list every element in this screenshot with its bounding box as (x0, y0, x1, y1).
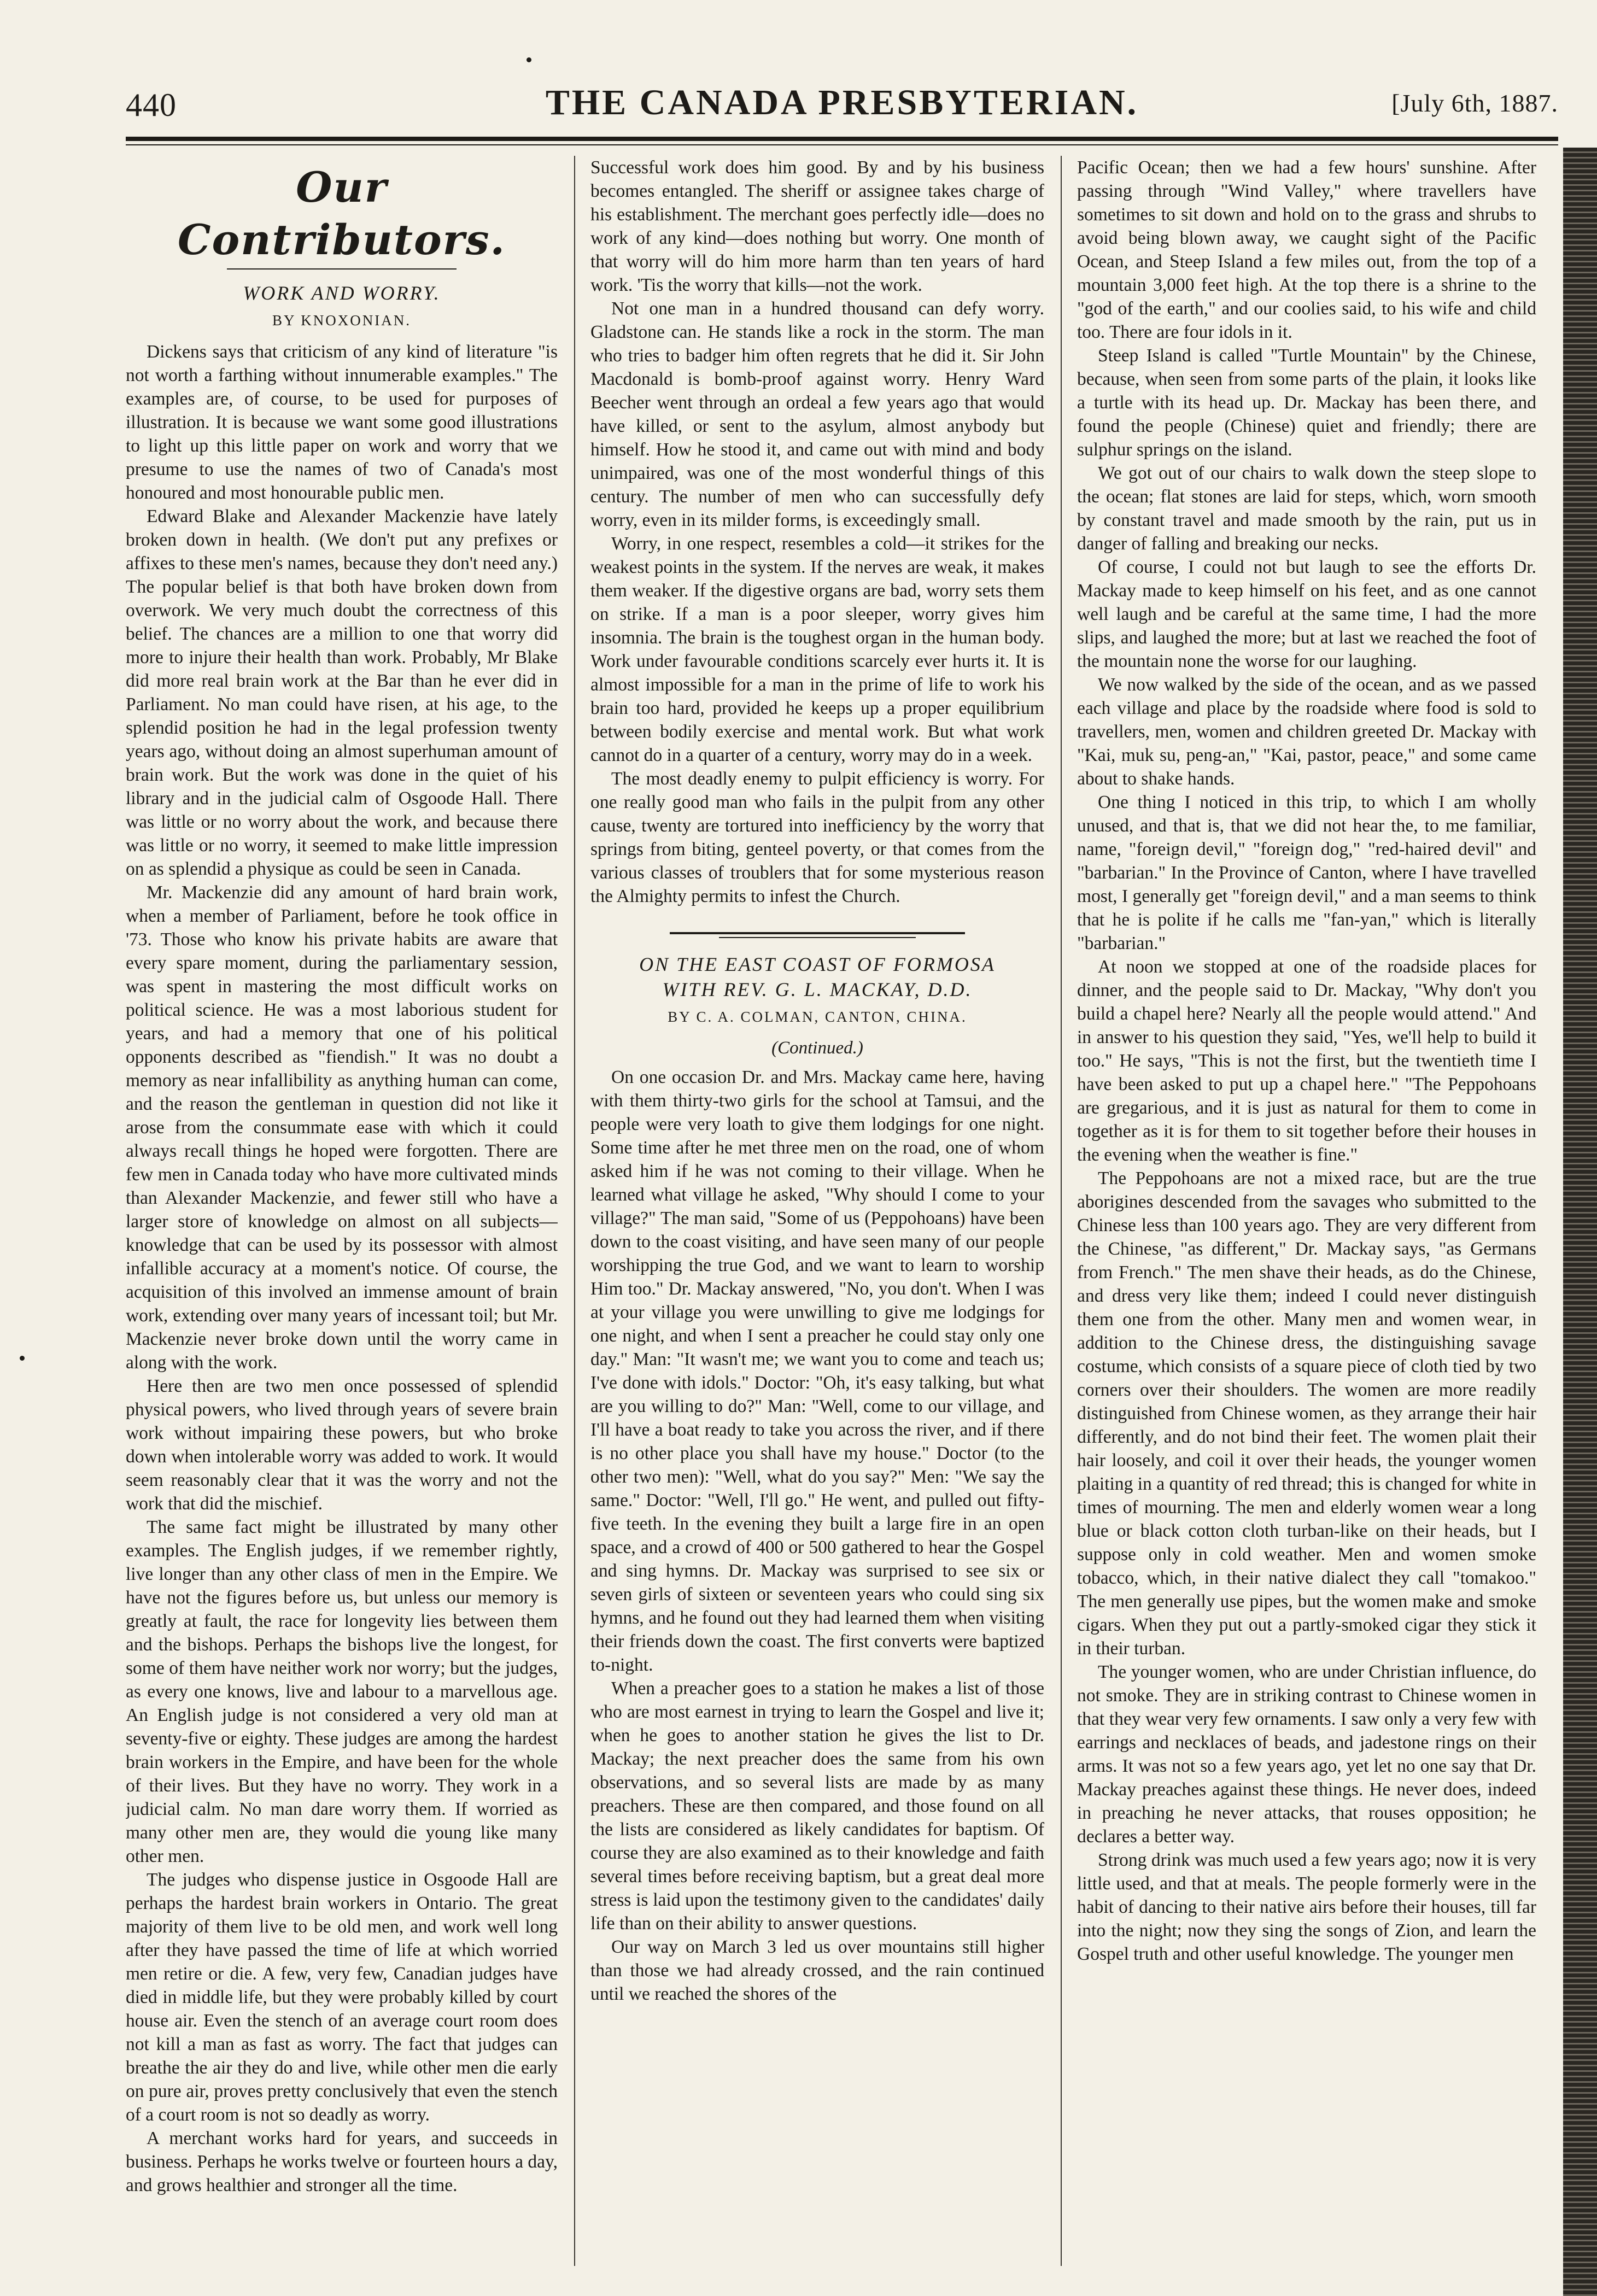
paragraph: Here then are two men once possessed of splendid physical powers, who lived through years of severe brain work without impairing these powers, but who broke down when intolerable worry was added to work. It would seem reasonably clear that it was the worry and not the work that did the mischief. (126, 1376, 558, 1514)
article-byline: BY KNOXONIAN. (272, 312, 411, 329)
column-3 (1077, 156, 1536, 2266)
paragraph: We now walked by the side of the ocean, and as we passed each village and place by the roadside where food is sold to travellers, men, women and children greeted Dr. Mackay with "Kai, muk su, peng-an," "Kai, pastor, peace," and some came about to shake hands. (1077, 675, 1536, 789)
paragraph: Steep Island is called "Turtle Mountain" by the Chinese, because, when seen from some parts of the plain, it looks like a turtle with its head up. Dr. Mackay has been there, and found the people (Chinese) quiet and friendly; there are sulphur springs on the island. (1077, 345, 1536, 460)
paragraph: A merchant works hard for years, and succeeds in business. Perhaps he works twelve or fourteen hours a day, and grows healthier and stronger all the time. (126, 2128, 558, 2195)
issue-date: [July 6th, 1887. (1391, 89, 1558, 117)
page-number: 440 (126, 87, 177, 123)
header-rule-thick (126, 137, 1558, 141)
print-dot (20, 1356, 25, 1361)
paragraph: The same fact might be illustrated by many other examples. The English judges, if we remember rightly, live longer than any other class of men in the Empire. We have not the figures before us, but unless our memory is greatly at fault, the race for longevity lies between them and the bishops. Perhaps the bishops live the longest, for some of them have neither work nor worry; but the judges, as every one knows, live and labour to a marvellous age. An English judge is not considered a very old man at seventy-five or eighty. These judges are among the hardest brain workers in the Empire, and have been for the whole of their lives. But they have no worry. They work in a judicial calm. No man dare worry them. If worried as many other men are, they would die young like many other men. (126, 1517, 558, 1866)
paragraph: Pacific Ocean; then we had a few hours' sunshine. After passing through "Wind Valley," where travellers have sometimes to sit down and hold on to the grass and shrubs to avoid being blown away, we caught sight of the Pacific Ocean, and Steep Island a few miles out, from the top of a mountain 3,000 feet high. At the top there is a shrine to the "god of the earth," and our coolies said, to his wife and child too. There are four idols in it. (1077, 157, 1536, 342)
paragraph: The younger women, who are under Christian influence, do not smoke. They are in striking contrast to Chinese women in that they wear very few ornaments. I saw only a very few with earrings and necklaces of beads, and jadestone rings on their arms. It was not so a few years ago, yet let no one say that Dr. Mackay preaches against these things. He never does, indeed in preaching he never attacks, that rouses opposition; he declares a better way. (1077, 1662, 1536, 1847)
scan-edge-strip (1563, 148, 1597, 2296)
paragraph: Not one man in a hundred thousand can defy worry. Gladstone can. He stands like a rock in the storm. The man who tries to badger him often regrets that he did it. Sir John Macdonald is bomb-proof against worry. Henry Ward Beecher went through an ordeal a few years ago that would have killed, or sent to the asylum, almost anybody but himself. How he stood it, and came out with mind and body unimpaired, was one of the most wonderful things of this century. The number of men who can successfully defy worry, even in its milder forms, is exceedingly small. (590, 298, 1044, 530)
paragraph: The most deadly enemy to pulpit efficiency is worry. For one really good man who fails in the pulpit from any other cause, twenty are tortured into inefficiency by the worry that springs from biting, genteel poverty, or that comes from the various classes of troublers that for some mysterious reason the Almighty permits to infest the Church. (590, 769, 1044, 906)
paragraph: Worry, in one respect, resembles a cold—it strikes for the weakest points in the system. If the nerves are weak, it makes them weaker. If the digestive organs are bad, worry sets them on strike. If a man is a poor sleeper, worry gives him insomnia. The brain is the toughest organ in the human body. Work under favourable conditions scarcely ever hurts it. It is almost impossible for a man in the prime of life to work his brain too hard, provided he keeps up a proper equilibrium between bodily exercise and mental work. But what work cannot do in a quarter of a century, worry may do in a week. (590, 534, 1044, 765)
header-rule-thin (126, 144, 1558, 145)
paragraph: Strong drink was much used a few years ago; now it is very little used, and that at meals. The people formerly were in the habit of dancing to their native airs before their houses, till far into the night; now they sing the songs of Zion, and learn the Gospel truth and other useful knowledge. The younger men (1077, 1850, 1536, 1964)
paragraph: On one occasion Dr. and Mrs. Mackay came here, having with them thirty-two girls for the school at Tamsui, and the people were very loath to give them lodgings for one night. Some time after he met three men on the road, one of whom asked him if he was not coming to their village. When he learned what village he asked, "Why should I come to your village?" The man said, "Some of us (Peppohoans) have been down to the coast visiting, and have seen many of our people worshipping the true God, and we want to learn to worship Him too." Dr. Mackay answered, "No, you don't. When I was at your village you were unwilling to give me lodgings for one night, and when I sent a preacher he could stay only one day." Man: "It wasn't me; we want you to come and teach us; I've done with idols." Doctor: "Oh, it's easy talking, but what are you willing to do?" Man: "Well, come to our village, and I'll have a boat ready to take you across the river, and if there is no other place you shall have my house." Doctor (to the other two men): "Well, what do you say?" Men: "We say the same." Doctor: "Well, I'll go." He went, and pulled out fifty-five teeth. In the evening they built a large fire in an open space, and a crowd of 400 or 500 gathered to hear the Gospel and sing hymns. Dr. Mackay was surprised to see six or seven girls of sixteen or seventeen years who could sing six hymns, and he found out they had learned them when visiting their friends down the coast. The first converts were baptized to-night. (590, 1067, 1044, 1675)
column-divider (574, 156, 575, 2266)
article-title-line-2: WITH REV. G. L. MACKAY, D.D. (662, 979, 973, 1000)
paragraph: We got out of our chairs to walk down the steep slope to the ocean; flat stones are laid for steps, which, worn smooth by constant travel and made smooth by the rain, put us in danger of falling and breaking our necks. (1077, 463, 1536, 554)
paragraph: Our way on March 3 led us over mountains still higher than those we had already crossed, and the rain continued until we reached the shores of the (590, 1937, 1044, 2004)
ornamental-divider (670, 930, 965, 941)
paragraph: One thing I noticed in this trip, to which I am wholly unused, and that is, that we did not hear the, to me familiar, name, "foreign devil," "foreign dog," "red-haired devil" and "barbarian." In the Province of Canton, where I have travelled most, I generally get "foreign devil," and a man seems to think that he is polite if he calls me "fan-yan," which is literally "barbarian." (1077, 792, 1536, 953)
paragraph: Dickens says that criticism of any kind of literature "is not worth a farthing without innumerable examples." The examples are, of course, to be used for purposes of illustration. It is because we want some good illustrations to light up this little paper on work and worry that we presume to use the names of two of Canada's most honoured and most honourable public men. (126, 342, 558, 503)
article-title: WORK AND WORRY. (243, 282, 441, 304)
paragraph: Edward Blake and Alexander Mackenzie have lately broken down in health. (We don't put any prefixes or affixes to these men's names, because they don't need any.) The popular belief is that both have broken down from overwork. We very much doubt the correctness of this belief. The chances are a million to one that worry did more to injure their health than work. Probably, Mr Blake did more real brain work at the Bar than he ever did in Parliament. No man could have risen, at his age, to the splendid position he had in the legal profession twenty years ago, without doing an almost superhuman amount of brain work. But the work was done in the quiet of his library and in the judicial calm of Osgoode Hall. There was little or no worry about the work, and because there was little or no worry, it seemed to make little impression on as splendid a physique as could be seen in Canada. (126, 506, 558, 879)
continued-label: (Continued.) (771, 1038, 863, 1058)
section-heading: Our Contributors. (178, 163, 506, 264)
paragraph: At noon we stopped at one of the roadside places for dinner, and the people said to Dr. Mackay, "Why don't you build a chapel here? Nearly all the people would attend." And in answer to his question they said, "Yes, we'll help to build it too." He says, "This is not the first, but the twentieth time I have been asked to put up a chapel here." "The Peppohoans are gregarious, and it is just as natural for them to come in together as it is for them to sit together before their houses in the evening when the weather is fine." (1077, 957, 1536, 1165)
paragraph: Of course, I could not but laugh to see the efforts Dr. Mackay made to keep himself on his feet, and as one cannot well laugh and be careful at the same time, I had the more slips, and laughed the more; but at last we reached the foot of the mountain none the worse for our laughing. (1077, 557, 1536, 671)
print-dot (527, 57, 531, 62)
paragraph: Successful work does him good. By and by his business becomes entangled. The sheriff or assignee takes charge of his establishment. The merchant goes perfectly idle—does no work of any kind—does nothing but worry. One month of that worry will do him more harm than ten years of hard work. 'Tis the worry that kills—not the work. (590, 157, 1044, 295)
article-title-line-1: ON THE EAST COAST OF FORMOSA (639, 953, 996, 975)
paragraph: Mr. Mackenzie did any amount of hard brain work, when a member of Parliament, before he took office in '73. Those who know his private habits are aware that every spare moment, during the parliamentary session, was spent in mastering the most difficult works on political science. He was a most laborious student for years, and had a memory that one of his political opponents described as "fiendish." It was no doubt a memory as near infallibility as anything human can come, and the reason the gentleman in question did not like it arose from the consummate ease with which it could always recall things he hoped were forgotten. There are few men in Canada today who have more cultivated minds than Alexander Mackenzie, and fewer still who have a larger store of knowledge on almost on all subjects—knowledge that can be used by its possessor with almost infallible accuracy at a moment's notice. Of course, the acquisition of this involved an immense amount of brain work, extending over many years of incessant toil; but Mr. Mackenzie never broke down until the worry came in along with the work. (126, 882, 558, 1373)
journal-title: THE CANADA PRESBYTERIAN. (545, 83, 1139, 122)
paragraph: The Peppohoans are not a mixed race, but are the true aborigines descended from the savages who submitted to the Chinese less than 100 years ago. They are very different from the Chinese, "as different," Dr. Mackay says, "as Germans from French." The men shave their heads, as do the Chinese, and dress very like them; indeed I could never distinguish them one from the other. Many men and women wear, in addition to the Chinese dress, the distinguishing savage costume, which consists of a square piece of cloth tied by two corners over their shoulders. The women are more readily distinguished from Chinese women, as they arrange their hair differently, and do not bind their feet. The women plait their hair loosely, and coil it over their heads, the younger women plaiting in a quantity of red thread; this is changed for white in times of mourning. The men and elderly women wear a long blue or black cotton cloth turban-like on their heads, but I suppose only in cold weather. Men and women smoke tobacco, which, in their native dialect they call "tomakoo." The men generally use pipes, but the women make and smoke cigars. When they put out a partly-smoked cigar they stick it in their turban. (1077, 1168, 1536, 1659)
paragraph: The judges who dispense justice in Osgoode Hall are perhaps the hardest brain workers in Ontario. The great majority of them live to be old men, and work well long after they have passed the time of life at which worried men retire or die. A few, very few, Canadian judges have died in middle life, but they were probably killed by court house air. Even the stench of an average court room does not kill a man as fast as worry. The fact that judges can breathe the air they do and live, while other men die early on pure air, proves pretty conclusively that even the stench of a court room is not so deadly as worry. (126, 1870, 558, 2125)
column-1 (126, 156, 558, 2266)
column-divider (1061, 156, 1062, 2266)
column-2 (590, 156, 1044, 2266)
section-heading-rule (227, 268, 457, 270)
paragraph: When a preacher goes to a station he makes a list of those who are most earnest in trying to learn the Gospel and live it; when he goes to another station he gives the list to Dr. Mackay; the next preacher does the same from his own observations, and so several lists are made by as many preachers. These are then compared, and those found on all the lists are considered as likely candidates for baptism. Of course they are also examined as to their knowledge and faith several times before receiving baptism, but a great deal more stress is laid upon the testimony given to the candidates' daily life than on their ability to answer questions. (590, 1678, 1044, 1934)
article-byline: BY C. A. COLMAN, CANTON, CHINA. (668, 1009, 967, 1025)
